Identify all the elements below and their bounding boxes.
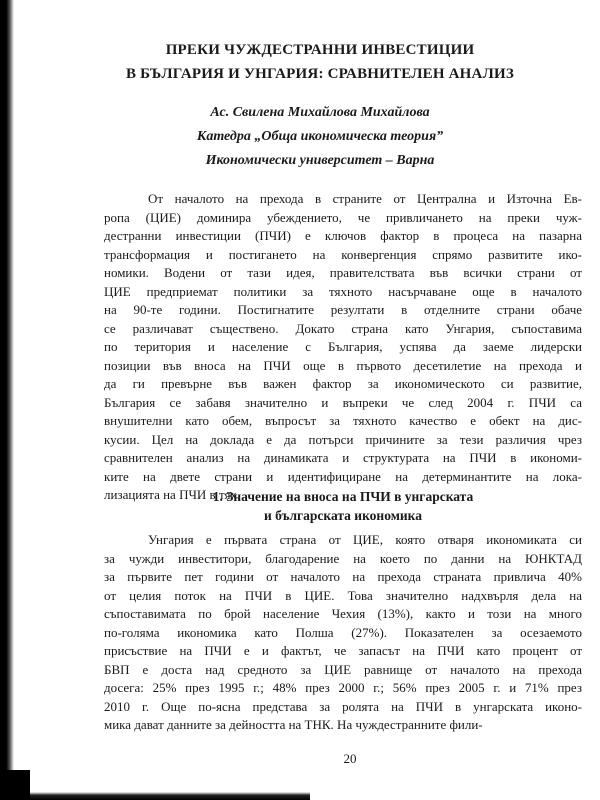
text-line: ропа (ЦИЕ) доминира убеждението, че привличането на преки чуж- [104,209,582,225]
text-line: съпоставимата по брой население Чехия (13%), както и този на много [104,606,582,621]
section1-paragraph [104,531,582,735]
page-number: 20 [343,751,357,766]
section-heading [104,487,582,525]
scan-shadow-left [0,0,14,800]
author-department: Катедра „Обща икономическа теория” [196,129,444,144]
text-line: за чужди инвеститори, благодарение на което по данни на ЮНКТАД [104,550,582,566]
text-line: за първите пет години от началото на прехода страната привлича 40% [104,569,582,584]
section-heading-line-1: 1. Значение на вноса на ПЧИ в унгарската [212,489,474,504]
text-line: внушителни като обем, въпросът за тяхното качество е обект на дис- [104,413,582,428]
text-line: присъствие на ПЧИ е и фактът, че запасът на ПЧИ като процент от [104,643,582,658]
text-line: се различават съществено. Докато страна като Унгария, съпоставима [104,320,582,336]
text-line: Унгария е първата страна от ЦИЕ, която отваря икономиката си [148,532,582,547]
text-line: номики. Водени от тази идея, правителствата във всички страни от [104,265,582,280]
author-university: Икономически университет – Варна [205,153,435,168]
scan-shadow-corner [0,770,30,800]
text-line: лизацията на ПЧИ в тях. [104,487,241,502]
text-line: на 90-те години. Постигнатите резултати в отделните страни обаче [104,302,582,317]
text-line: от целия поток на ПЧИ в ЦИЕ. Това значително надхвърля дела на [104,587,582,603]
text-line: мика дават данните за дейността на ТНК. На чуждестранните фили- [104,717,483,732]
author-name: Ас. Свилена Михайлова Михайлова [210,105,430,120]
text-line: дестранни инвестиции (ПЧИ) е ключов фактор в процеса на пазарна [104,228,582,243]
text-line: сравнителен анализ на динамиката и структурата на ПЧИ в икономи- [104,450,582,465]
paper-title [60,38,580,86]
text-line: трансформация и постигането на конвергенция спрямо развитите ико- [104,246,582,262]
text-line: да ги превърне във важен фактор за икономическото си развитие, [104,376,582,391]
author-block [60,101,580,173]
text-line: кусии. Цел на доклада е да потърси причините за тези различия чрез [104,431,582,447]
paper-title-line-2: В БЪЛГАРИЯ И УНГАРИЯ: СРАВНИТЕЛЕН АНАЛИЗ [126,66,514,82]
text-line: България се забавя значително и въпреки че след 2004 г. ПЧИ са [104,394,582,410]
scan-shadow-bottom [20,792,310,800]
section-heading-line-2: и българската икономика [264,508,422,523]
intro-paragraph [104,190,582,505]
text-line: досега: 25% през 1995 г.; 48% през 2000 г.; 56% през 2005 г. и 71% през [104,680,582,695]
text-line: ките на двете страни и идентифициране на детерминантите на лока- [104,468,582,484]
text-line: От началото на прехода в страните от Централна и Източна Ев- [148,191,582,206]
paper-title-line-1: ПРЕКИ ЧУЖДЕСТРАННИ ИНВЕСТИЦИИ [165,42,475,58]
text-line: ЦИЕ предприемат политики за тяхното насърчаване още в началото [104,283,582,299]
text-line: 2010 г. Още по-ясна представа за ролята на ПЧИ в унгарската иконо- [104,698,582,714]
text-line: по-голяма икономика като Полша (27%). Показателен за осезаемото [104,624,582,640]
text-line: БВП е доста над средното за ЦИЕ равнище от началото на прехода [104,661,582,677]
text-line: позиции във вноса на ПЧИ още в първото десетилетие на прехода и [104,357,582,373]
text-line: по територия и население с България, успява да заеме лидерски [104,339,582,354]
